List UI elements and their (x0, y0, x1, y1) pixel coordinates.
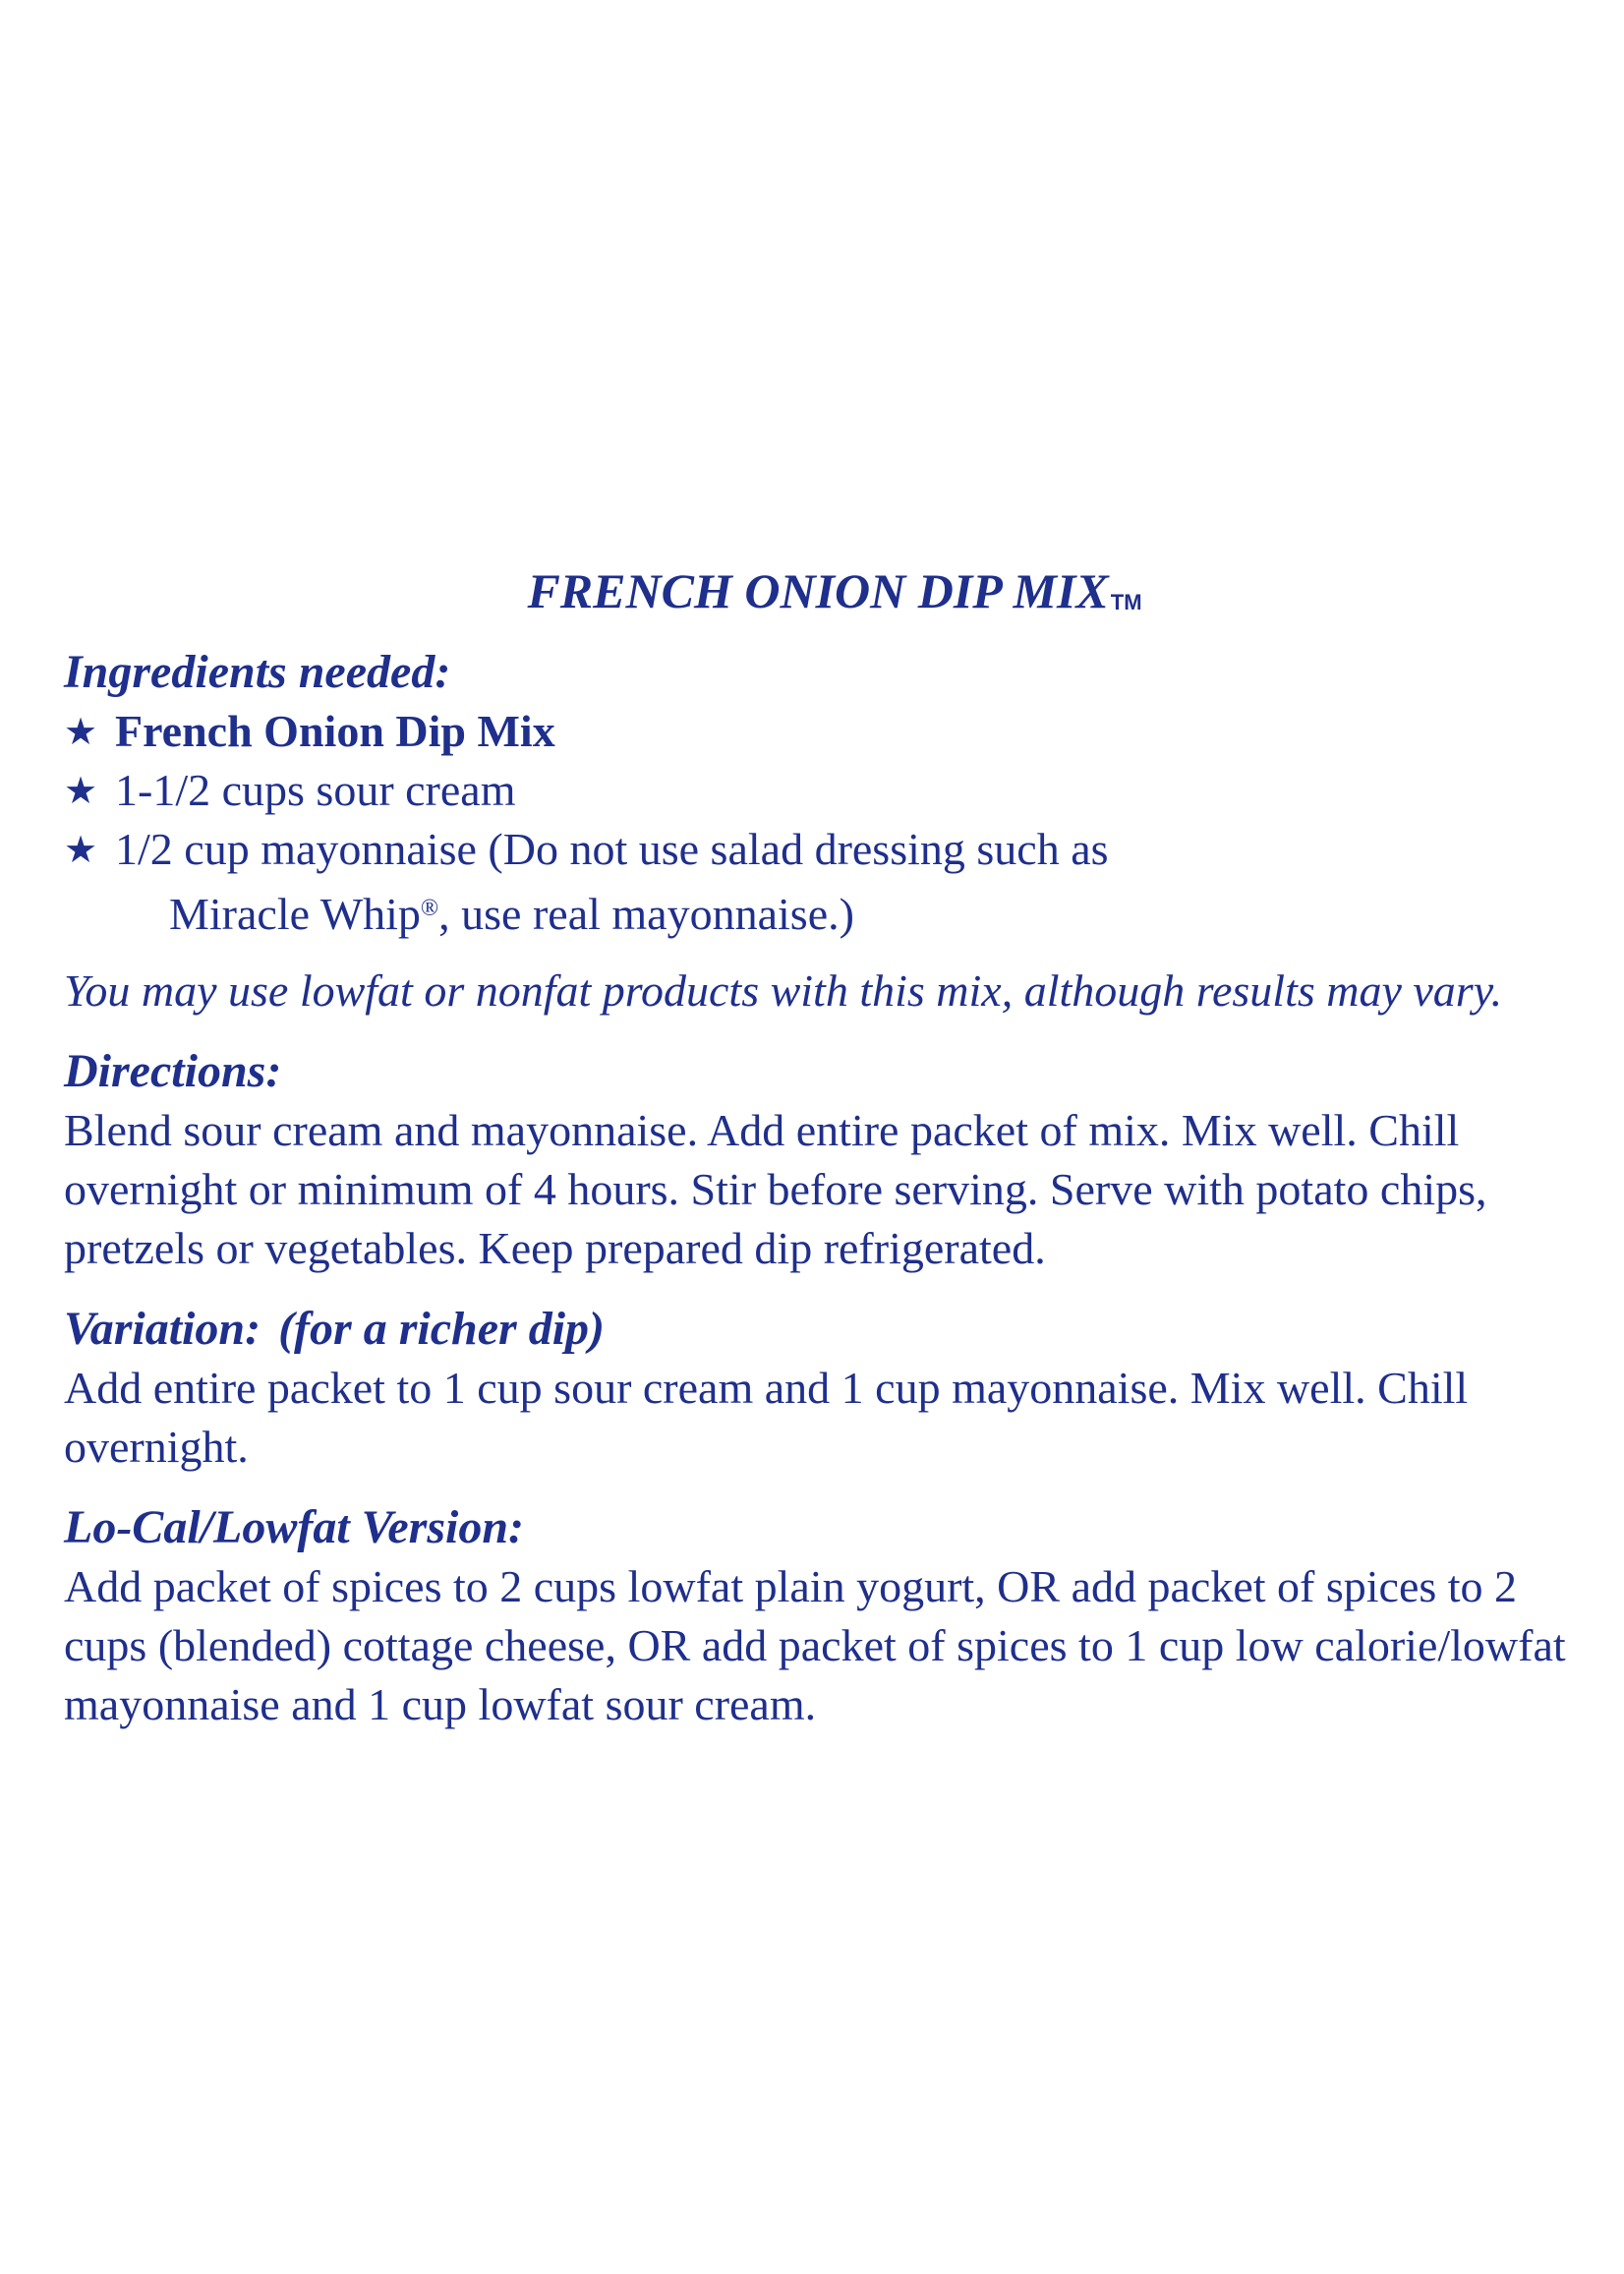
recipe-title-text: FRENCH ONION DIP MIX (527, 563, 1109, 618)
ingredient-item (64, 702, 1597, 761)
lowfat-note: You may use lowfat or nonfat products with this mix, although results may vary. (64, 965, 1503, 1016)
variation-text: Add entire packet to 1 cup sour cream and 1 cup mayonnaise. Mix well. Chill overnight. (64, 1363, 1469, 1472)
lowfat-heading: Lo-Cal/Lowfat Version: (64, 1501, 525, 1553)
ingredient-item (64, 761, 1597, 820)
trademark-mark: TM (1110, 590, 1142, 614)
lowfat-section (64, 1498, 1597, 1734)
ingredient-text: 1-1/2 cups sour cream (115, 765, 516, 815)
star-icon: ★ (64, 769, 98, 812)
star-icon: ★ (64, 828, 98, 871)
ingredient-item (64, 820, 1597, 944)
ingredients-list (64, 702, 1597, 944)
variation-heading-label: Variation: (64, 1303, 261, 1355)
registered-mark: ® (420, 896, 439, 921)
continuation-rest: , use real mayonnaise.) (438, 889, 854, 939)
variation-section (64, 1300, 1597, 1477)
ingredient-text: 1/2 cup mayonnaise (Do not use salad dressing such as (115, 824, 1109, 874)
variation-heading (64, 1300, 1597, 1359)
directions-section (64, 1042, 1597, 1278)
ingredient-text: French Onion Dip Mix (115, 706, 555, 756)
ingredients-heading: Ingredients needed: (64, 646, 451, 698)
lowfat-text: Add packet of spices to 2 cups lowfat plain yogurt, OR add packet of spices to 2 cups (blended) cottage cheese, OR add packet of spices to 1 cup low calorie/lowfat mayonnaise and 1 cup lowfat sour cream. (64, 1561, 1566, 1729)
directions-text: Blend sour cream and mayonnaise. Add entire packet of mix. Mix well. Chill overnight or minimum of 4 hours. Stir before serving. Serve with potato chips, pretzels or vegetables. Keep prepared dip refrigerated. (64, 1105, 1487, 1273)
continuation-brand: Miracle Whip (169, 889, 421, 939)
ingredient-continuation (115, 879, 1597, 944)
star-icon: ★ (64, 710, 98, 753)
directions-heading: Directions: (64, 1045, 282, 1097)
ingredients-section (64, 643, 1597, 944)
variation-subheading: (for a richer dip) (278, 1303, 606, 1355)
recipe-title (64, 560, 1597, 633)
recipe-card (64, 560, 1597, 1756)
